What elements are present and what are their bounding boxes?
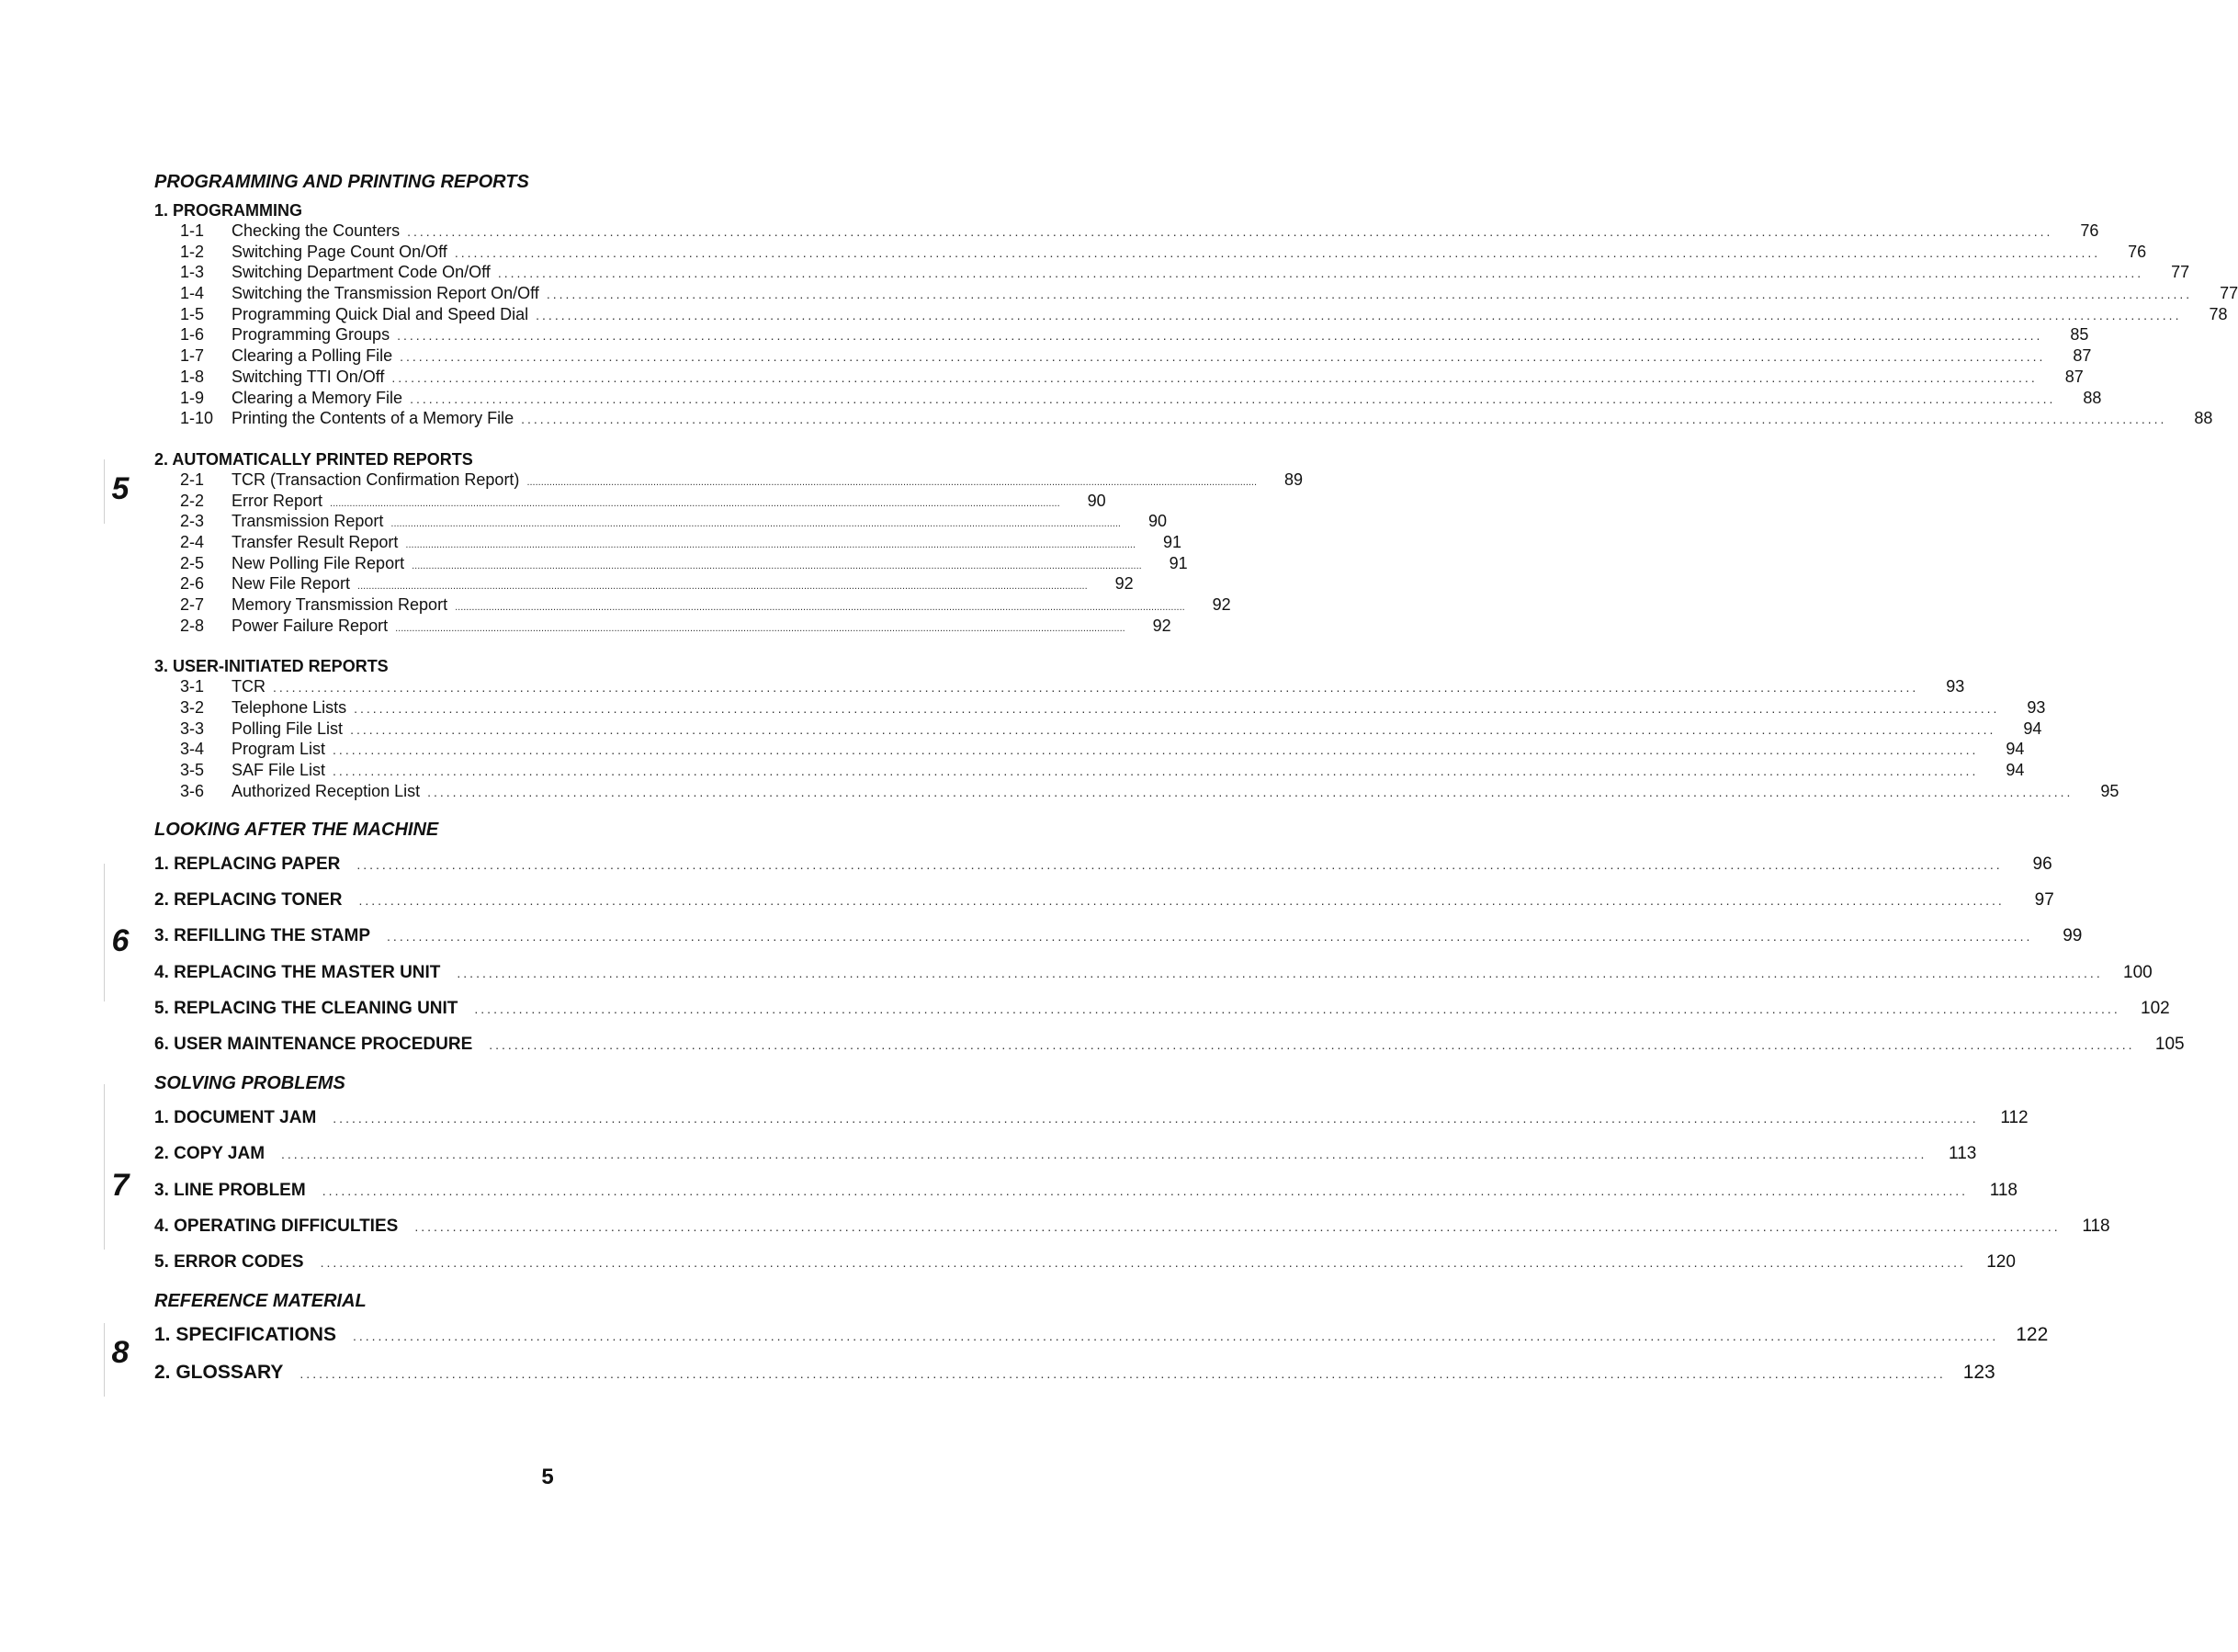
item-page: 105 [2154, 1035, 2185, 1055]
item-page: 99 [2063, 926, 2083, 946]
toc-entry[interactable] [154, 573, 1134, 594]
item-label: 1. DOCUMENT JAM [154, 1107, 317, 1127]
entry-page: 76 [2128, 242, 2147, 261]
entry-page: 78 [2209, 304, 2228, 323]
entry-label: Programming Quick Dial and Speed Dial [232, 304, 529, 323]
dot-leader: .................................................................................................................................................................................................................................................................... [405, 538, 1136, 550]
dot-leader: .................................................................................................................................................................................................................................................................... [391, 369, 2038, 385]
entry-label: Clearing a Polling File [232, 346, 393, 366]
dot-leader: .................................................................................................................................................................................................................................................................... [521, 412, 2167, 427]
dot-leader: .................................................................................................................................................................................................................................................................... [454, 244, 2101, 260]
toc-entry[interactable] [154, 594, 1231, 616]
item-label: 3. LINE PROBLEM [154, 1180, 306, 1200]
entry-page: 92 [1212, 595, 1231, 614]
entry-page: 92 [1114, 574, 1134, 594]
entry-number: 3-1 [180, 677, 205, 696]
toc-entry[interactable] [154, 408, 2213, 429]
toc-item[interactable] [154, 1100, 2029, 1136]
entry-number: 3-3 [180, 719, 205, 738]
dot-leader: .................................................................................................................................................................................................................................................................... [333, 764, 1979, 779]
item-label: 5. REPLACING THE CLEANING UNIT [154, 999, 458, 1019]
entry-label: Switching TTI On/Off [232, 367, 385, 386]
dot-leader: .................................................................................................................................................................................................................................................................... [387, 929, 2033, 945]
dot-leader: .................................................................................................................................................................................................................................................................... [427, 784, 2074, 799]
toc-item[interactable] [154, 955, 2153, 990]
entry-page: 92 [1152, 616, 1171, 635]
dot-leader: .................................................................................................................................................................................................................................................................... [455, 602, 1185, 613]
toc-item[interactable] [154, 846, 2052, 882]
chapter-tab-8[interactable]: 8 [111, 1335, 130, 1370]
entry-label: Polling File List [232, 719, 344, 738]
dot-leader: .................................................................................................................................................................................................................................................................... [356, 856, 2003, 872]
entry-label: Power Failure Report [232, 616, 389, 635]
toc-entry[interactable] [154, 283, 2238, 304]
dot-leader: .................................................................................................................................................................................................................................................................... [300, 1365, 1946, 1381]
entry-number: 3-5 [180, 761, 205, 780]
entry-page: 88 [2194, 409, 2213, 428]
dot-leader: .................................................................................................................................................................................................................................................................... [390, 518, 1121, 530]
toc-item[interactable] [154, 1353, 1995, 1391]
entry-label: Program List [232, 740, 326, 759]
item-label: 1. SPECIFICATIONS [154, 1323, 336, 1345]
dot-leader: .................................................................................................................................................................................................................................................................... [358, 892, 2005, 908]
tab-divider [104, 864, 105, 1001]
chapter-tab-7[interactable]: 7 [111, 1168, 130, 1203]
entry-number: 3-2 [180, 698, 205, 718]
dot-leader: .................................................................................................................................................................................................................................................................... [333, 742, 1979, 758]
entry-page: 87 [2064, 367, 2084, 386]
section-title: PROGRAMMING AND PRINTING REPORTS [154, 172, 529, 192]
item-label: 1. REPLACING PAPER [154, 854, 341, 874]
toc-entry[interactable] [154, 511, 1167, 532]
entry-number: 2-5 [180, 553, 205, 572]
dot-leader: .................................................................................................................................................................................................................................................................... [457, 965, 2103, 980]
entry-page: 93 [1946, 677, 1965, 696]
item-label: 3. REFILLING THE STAMP [154, 926, 371, 946]
chapter-title: 2. AUTOMATICALLY PRINTED REPORTS [154, 449, 473, 469]
entry-page: 91 [1169, 553, 1188, 572]
entry-label: Transfer Result Report [232, 532, 399, 551]
item-page: 120 [1986, 1252, 2016, 1273]
item-page: 102 [2141, 999, 2170, 1019]
entry-number: 2-8 [180, 616, 205, 635]
item-page: 96 [2032, 854, 2052, 874]
entry-page: 94 [2006, 761, 2025, 780]
entry-label: Transmission Report [232, 512, 384, 531]
dot-leader: .................................................................................................................................................................................................................................................................... [273, 680, 1919, 696]
entry-label: New File Report [232, 574, 351, 594]
item-label: 2. GLOSSARY [154, 1361, 284, 1383]
item-label: 6. USER MAINTENANCE PROCEDURE [154, 1035, 473, 1055]
entry-number: 1-7 [180, 346, 205, 366]
dot-leader: .................................................................................................................................................................................................................................................................... [320, 1255, 1966, 1271]
dot-leader: .................................................................................................................................................................................................................................................................... [526, 476, 1258, 488]
entry-page: 76 [2080, 221, 2099, 240]
entry-number: 1-2 [180, 242, 205, 261]
entry-page: 85 [2070, 325, 2089, 345]
entry-label: TCR (Transaction Confirmation Report) [232, 470, 520, 489]
entry-label: SAF File List [232, 761, 326, 780]
toc-item[interactable] [154, 1244, 2016, 1280]
item-page: 100 [2123, 962, 2153, 982]
entry-page: 77 [2171, 263, 2190, 282]
entry-number: 1-5 [180, 304, 205, 323]
toc-entry[interactable] [154, 345, 2092, 367]
entry-page: 90 [1087, 491, 1106, 510]
entry-page: 95 [2100, 781, 2119, 800]
entry-number: 2-7 [180, 595, 205, 614]
entry-label: Switching Department Code On/Off [232, 263, 491, 282]
entry-label: Switching the Transmission Report On/Off [232, 284, 539, 303]
toc-entry[interactable] [154, 616, 1171, 637]
entry-number: 2-4 [180, 532, 205, 551]
item-page: 118 [2082, 1216, 2110, 1237]
toc-entry[interactable] [154, 676, 1965, 697]
chapter-title: 3. USER-INITIATED REPORTS [154, 657, 389, 676]
entry-page: 88 [2083, 388, 2102, 407]
toc-entry[interactable] [154, 324, 2089, 345]
toc-item[interactable] [154, 1026, 2185, 1062]
entry-number: 1-6 [180, 325, 205, 345]
toc-item[interactable] [154, 918, 2083, 954]
entry-page: 87 [2073, 346, 2092, 366]
chapter-title: 1. PROGRAMMING [154, 201, 303, 220]
dot-leader: .................................................................................................................................................................................................................................................................... [474, 1001, 2120, 1017]
entry-page: 93 [2027, 698, 2046, 718]
section-title: SOLVING PROBLEMS [154, 1072, 345, 1093]
dot-leader: .................................................................................................................................................................................................................................................................... [357, 581, 1088, 593]
entry-page: 94 [2023, 719, 2042, 738]
item-page: 123 [1962, 1361, 1995, 1383]
entry-number: 1-8 [180, 367, 205, 386]
dot-leader: .................................................................................................................................................................................................................................................................... [330, 497, 1060, 509]
entry-number: 3-6 [180, 781, 205, 800]
entry-label: Clearing a Memory File [232, 388, 403, 407]
entry-page: 77 [2220, 284, 2238, 303]
entry-label: Printing the Contents of a Memory File [232, 409, 514, 428]
item-label: 5. ERROR CODES [154, 1252, 304, 1273]
toc-entry[interactable] [154, 697, 2046, 719]
entry-number: 3-4 [180, 740, 205, 759]
toc-entry[interactable] [154, 553, 1188, 574]
toc-entry[interactable] [154, 388, 2102, 409]
toc-section [154, 1100, 2110, 1281]
entry-number: 1-10 [180, 409, 214, 428]
toc-item[interactable] [154, 1316, 2049, 1353]
entry-number: 2-2 [180, 491, 205, 510]
dot-leader: .................................................................................................................................................................................................................................................................... [281, 1147, 1927, 1162]
dot-leader: .................................................................................................................................................................................................................................................................... [322, 1182, 1968, 1198]
dot-leader: .................................................................................................................................................................................................................................................................... [489, 1037, 2135, 1053]
dot-leader: .................................................................................................................................................................................................................................................................... [333, 1110, 1979, 1126]
entry-label: Memory Transmission Report [232, 595, 448, 614]
entry-number: 2-3 [180, 512, 205, 531]
entry-label: Error Report [232, 491, 323, 510]
table-of-contents [154, 171, 2238, 1391]
section-title: LOOKING AFTER THE MACHINE [154, 819, 439, 840]
section-title: REFERENCE MATERIAL [154, 1290, 367, 1311]
item-page: 97 [2034, 889, 2054, 910]
entry-page: 90 [1147, 512, 1167, 531]
entry-label: Authorized Reception List [232, 781, 421, 800]
toc-entry[interactable] [154, 719, 2042, 740]
entry-page: 91 [1162, 532, 1182, 551]
dot-leader: .................................................................................................................................................................................................................................................................... [407, 224, 2053, 239]
toc-item[interactable] [154, 1172, 2018, 1208]
toc-item[interactable] [154, 1208, 2110, 1244]
toc-entry[interactable] [154, 367, 2084, 388]
item-page: 118 [1989, 1180, 2018, 1200]
tab-divider [104, 459, 105, 524]
entry-page: 89 [1284, 470, 1304, 489]
toc-item[interactable] [154, 990, 2170, 1026]
entry-label: Telephone Lists [232, 698, 347, 718]
entry-number: 1-3 [180, 263, 205, 282]
dot-leader: .................................................................................................................................................................................................................................................................... [497, 266, 2144, 281]
dot-leader: .................................................................................................................................................................................................................................................................... [400, 349, 2046, 365]
entry-number: 2-6 [180, 574, 205, 594]
toc-entry[interactable] [154, 221, 2099, 242]
item-page: 112 [2000, 1107, 2029, 1127]
tab-divider [104, 1084, 105, 1250]
chapter-tab-6[interactable]: 6 [111, 923, 130, 958]
item-label: 4. OPERATING DIFFICULTIES [154, 1216, 399, 1237]
toc-entry[interactable] [154, 262, 2190, 283]
toc-section [154, 1316, 2049, 1391]
toc-entry[interactable] [154, 739, 2025, 760]
entry-number: 1-1 [180, 221, 205, 240]
toc-item[interactable] [154, 882, 2054, 918]
dot-leader: .................................................................................................................................................................................................................................................................... [395, 622, 1125, 634]
toc-entry[interactable] [154, 304, 2228, 325]
item-label: 2. REPLACING TONER [154, 889, 343, 910]
entry-number: 1-4 [180, 284, 205, 303]
entry-label: Switching Page Count On/Off [232, 242, 447, 261]
entry-label: New Polling File Report [232, 553, 405, 572]
dot-leader: .................................................................................................................................................................................................................................................................... [536, 307, 2182, 322]
dot-leader: .................................................................................................................................................................................................................................................................... [410, 390, 2056, 406]
dot-leader: .................................................................................................................................................................................................................................................................... [546, 287, 2193, 302]
dot-leader: .................................................................................................................................................................................................................................................................... [397, 328, 2043, 344]
toc-entry[interactable] [154, 491, 1106, 512]
dot-leader: .................................................................................................................................................................................................................................................................... [414, 1219, 2061, 1235]
toc-entry[interactable] [154, 532, 1182, 553]
tab-divider [104, 1323, 105, 1397]
toc-entry[interactable] [154, 760, 2025, 781]
item-page: 122 [2016, 1323, 2049, 1345]
toc-entry[interactable] [154, 781, 2119, 802]
toc-entry[interactable] [154, 470, 1304, 491]
entry-label: TCR [232, 677, 266, 696]
item-page: 113 [1949, 1144, 1977, 1164]
entry-number: 2-1 [180, 470, 205, 489]
toc-entry[interactable] [154, 242, 2147, 263]
page-number: 5 [541, 1465, 554, 1489]
entry-label: Checking the Counters [232, 221, 401, 240]
entry-page: 94 [2006, 740, 2025, 759]
item-label: 4. REPLACING THE MASTER UNIT [154, 962, 441, 982]
item-label: 2. COPY JAM [154, 1144, 266, 1164]
dot-leader: .................................................................................................................................................................................................................................................................... [354, 701, 2000, 717]
toc-section [154, 200, 2238, 802]
dot-leader: .................................................................................................................................................................................................................................................................... [412, 560, 1142, 571]
toc-section [154, 846, 2185, 1063]
entry-number: 1-9 [180, 388, 205, 407]
entry-label: Programming Groups [232, 325, 390, 345]
chapter-tab-5[interactable]: 5 [111, 471, 130, 506]
dot-leader: .................................................................................................................................................................................................................................................................... [350, 721, 1996, 737]
toc-item[interactable] [154, 1136, 1977, 1171]
dot-leader: .................................................................................................................................................................................................................................................................... [352, 1328, 1999, 1343]
